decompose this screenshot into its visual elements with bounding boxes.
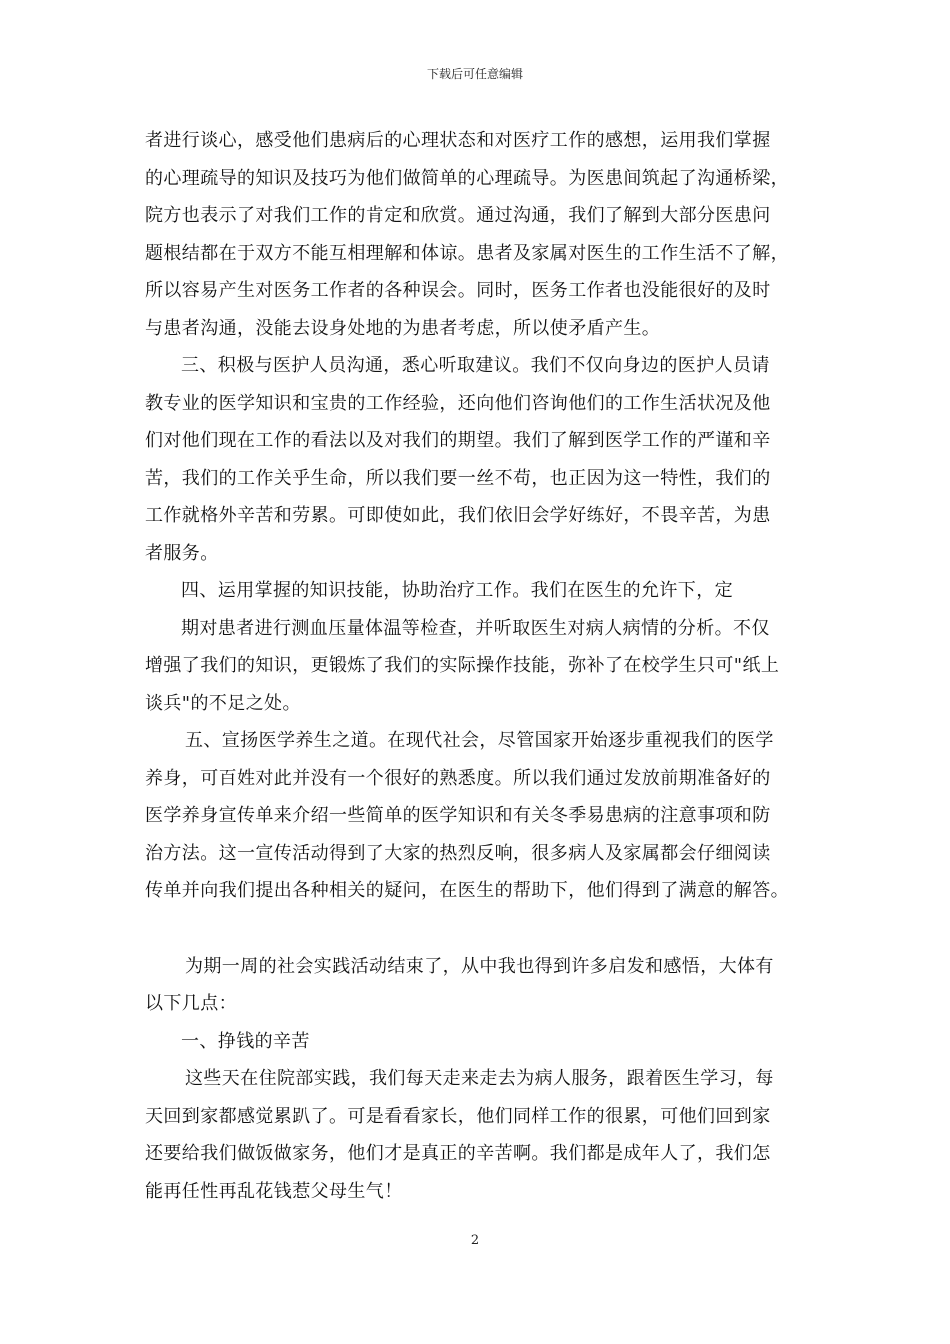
text-line: 医学养身宣传单来介绍一些简单的医学知识和有关冬季易患病的注意事项和防 — [145, 805, 771, 826]
text-line: 们对他们现在工作的看法以及对我们的期望。我们了解到医学工作的严谨和辛 — [145, 430, 771, 451]
paragraph-gap — [145, 910, 813, 948]
page-header: 下载后可任意编辑 — [426, 67, 523, 81]
text-line: 一、挣钱的辛苦 — [181, 1030, 310, 1052]
text-line: 苦，我们的工作关乎生命，所以我们要一丝不苟，也正因为这一特性，我们的 — [145, 467, 771, 489]
text-line: 与患者沟通，没能去设身处地的为患者考虑，所以使矛盾产生。 — [145, 317, 661, 339]
text-line: 能再任性再乱花钱惹父母生气！ — [145, 1180, 403, 1202]
text-line: 五、宣扬医学养生之道。在现代社会，尽管国家开始逐步重视我们的医学 — [185, 730, 774, 751]
paragraph-point-four — [145, 572, 813, 722]
section-heading-earning-money — [145, 1023, 813, 1061]
text-line: 天回到家都感觉累趴了。可是看看家长，他们同样工作的很累，可他们回到家 — [145, 1105, 771, 1127]
page-number: 2 — [470, 1233, 480, 1248]
text-line: 教专业的医学知识和宝贵的工作经验，还向他们咨询他们的工作生活状况及他 — [145, 392, 771, 414]
paragraph-earning-money — [145, 1060, 813, 1210]
text-line: 工作就格外辛苦和劳累。可即使如此，我们依旧会学好练好，不畏辛苦，为患 — [145, 505, 771, 526]
document-body — [145, 122, 813, 1210]
text-line: 传单并向我们提出各种相关的疑问，在医生的帮助下，他们得到了满意的解答。 — [145, 880, 789, 901]
text-line: 治方法。这一宣传活动得到了大家的热烈反响，很多病人及家属都会仔细阅读 — [145, 842, 771, 864]
text-line: 期对患者进行测血压量体温等检查，并听取医生对病人病情的分析。不仅 — [181, 617, 770, 639]
text-line: 四、运用掌握的知识技能，协助治疗工作。我们在医生的允许下，定 — [181, 580, 733, 601]
text-line: 为期一周的社会实践活动结束了，从中我也得到许多启发和感悟，大体有 — [185, 955, 774, 977]
text-line: 所以容易产生对医务工作者的各种误会。同时，医务工作者也没能很好的及时 — [145, 280, 771, 301]
text-line: 以下几点： — [145, 993, 237, 1014]
paragraph-point-three — [145, 347, 813, 572]
text-line: 题根结都在于双方不能互相理解和体谅。患者及家属对医生的工作生活不了解， — [145, 242, 789, 264]
paragraph-point-five — [145, 722, 813, 910]
paragraph-doctor-patient-communication — [145, 122, 813, 347]
text-line: 的心理疏导的知识及技巧为他们做简单的心理疏导。为医患间筑起了沟通桥梁， — [145, 167, 789, 189]
text-line: 者进行谈心，感受他们患病后的心理状态和对医疗工作的感想，运用我们掌握 — [145, 130, 771, 151]
text-line: 院方也表示了对我们工作的肯定和欣赏。通过沟通，我们了解到大部分医患问 — [145, 205, 771, 226]
text-line: 还要给我们做饭做家务，他们才是真正的辛苦啊。我们都是成年人了，我们怎 — [145, 1143, 771, 1164]
text-line: 增强了我们的知识，更锻炼了我们的实际操作技能，弥补了在校学生只可"纸上 — [145, 655, 780, 676]
text-line: 谈兵"的不足之处。 — [145, 692, 301, 714]
text-line: 三、积极与医护人员沟通，悉心听取建议。我们不仅向身边的医护人员请 — [181, 355, 770, 376]
text-line: 者服务。 — [145, 542, 219, 564]
paragraph-summary-intro — [145, 948, 813, 1023]
text-line: 这些天在住院部实践，我们每天走来走去为病人服务，跟着医生学习，每 — [185, 1068, 774, 1089]
text-line: 养身，可百姓对此并没有一个很好的熟悉度。所以我们通过发放前期准备好的 — [145, 767, 771, 789]
